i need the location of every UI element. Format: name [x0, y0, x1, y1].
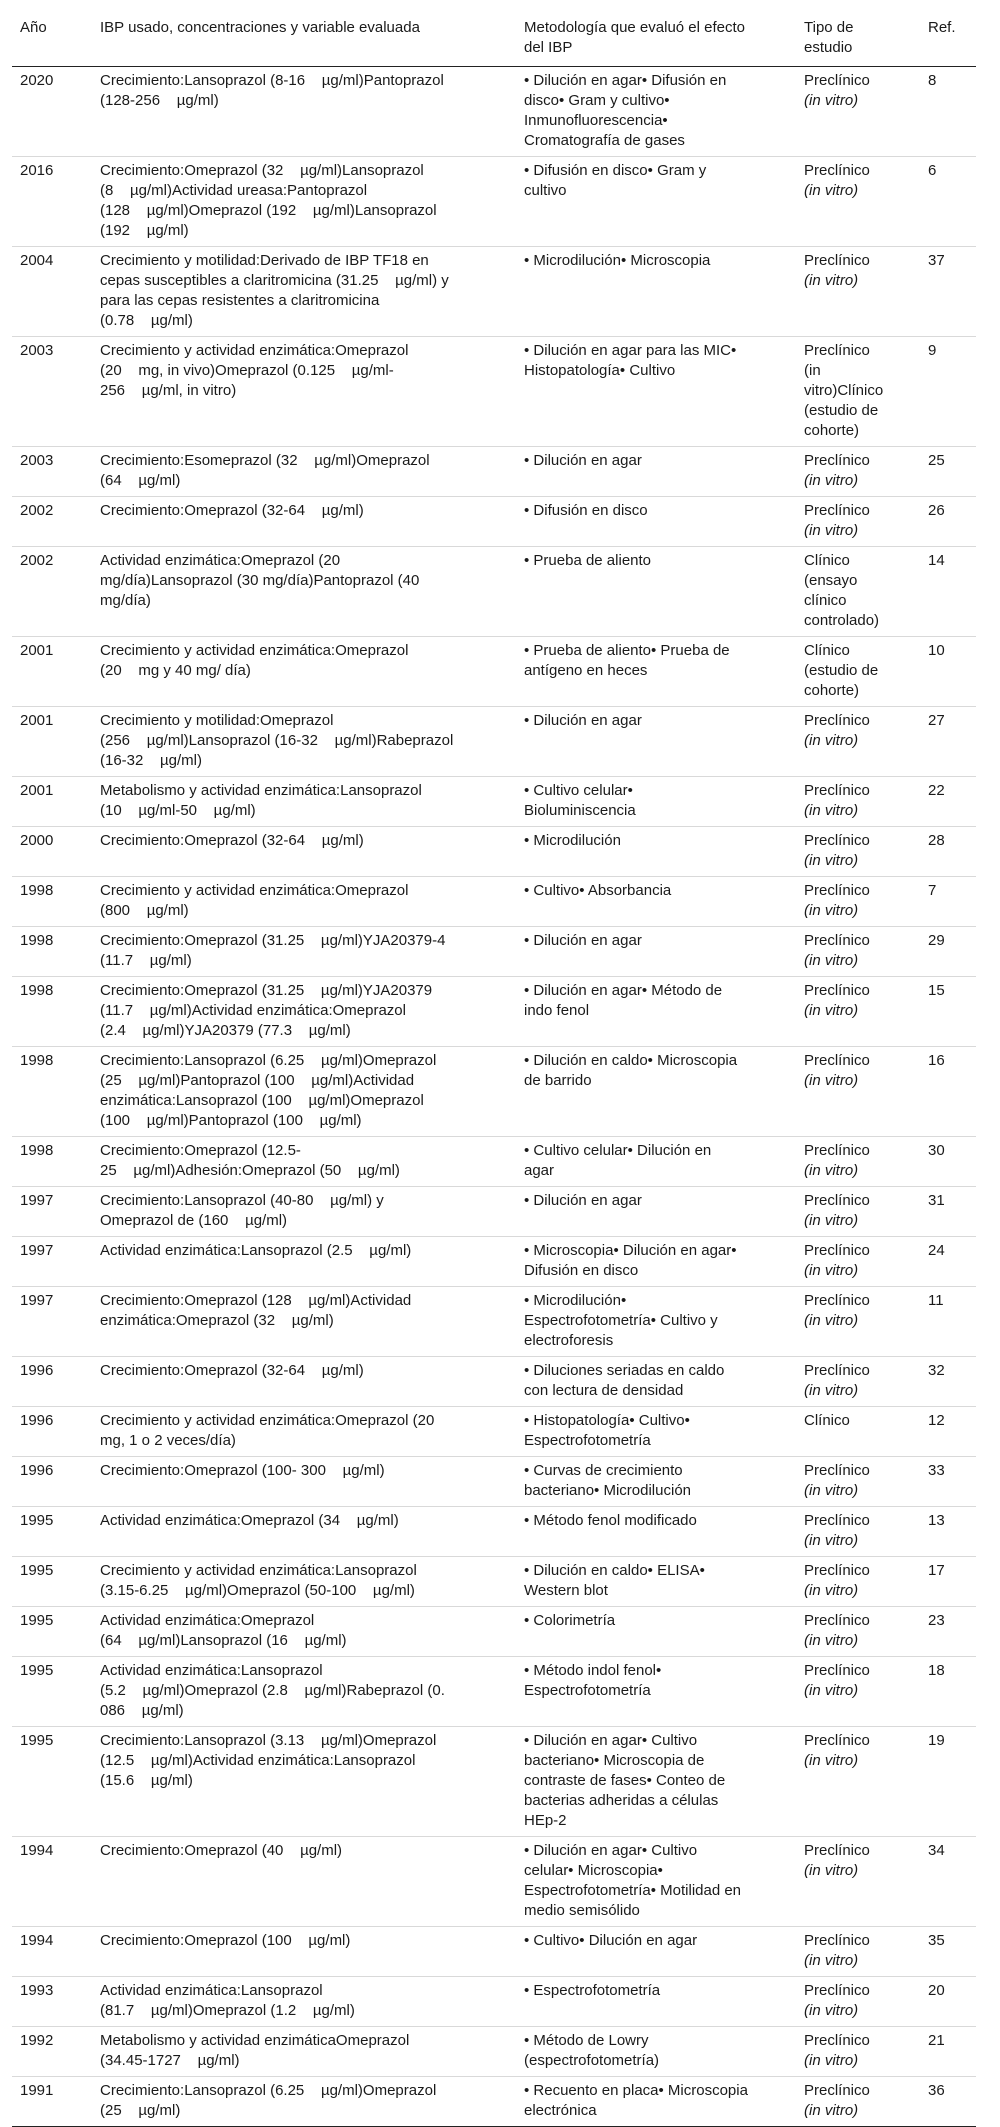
cell-methodology: • Dilución en agar• Cultivo bacteriano• Microscopia de contraste de fases• Conteo de bacterias adheridas a células HEp-2 — [524, 1732, 726, 1829]
cell-study-type — [796, 2027, 920, 2077]
cell-study-type — [796, 1607, 920, 1657]
cell-methodology: • Dilución en agar• Difusión en disco• Gram y cultivo• Inmunofluorescencia• Cromatografía de gases — [524, 72, 727, 149]
cell-year: 2000 — [20, 832, 54, 849]
cell-year: 1995 — [20, 1562, 54, 1579]
cell-year: 2020 — [20, 72, 54, 89]
cell-ibp: Crecimiento:Lansoprazol (6.25 µg/ml)Omeprazol (25 µg/ml) — [100, 2082, 437, 2119]
cell-ibp: Crecimiento:Omeprazol (128 µg/ml)Actividad enzimática:Omeprazol (32 µg/ml) — [100, 1292, 412, 1329]
cell-study-type — [796, 1457, 920, 1507]
table-row — [12, 637, 976, 707]
cell-ibp: Metabolismo y actividad enzimática:Lansoprazol (10 µg/ml-50 µg/ml) — [100, 782, 422, 819]
study-type-text: Preclínico — [804, 1662, 870, 1679]
cell-reference: 6 — [928, 162, 937, 179]
cell-methodology: • Método de Lowry (espectrofotometría) — [524, 2032, 660, 2069]
study-type-note: (in vitro) — [804, 732, 859, 749]
cell-ibp: Crecimiento y motilidad:Derivado de IBP TF18 en cepas susceptibles a claritromicina (31.25 µg/ml) y para las cepas resistentes a claritromicina (0.78 µg/ml) — [100, 252, 449, 329]
cell-study-type — [796, 777, 920, 827]
cell-reference: 8 — [928, 72, 937, 89]
document-page — [12, 0, 976, 2127]
table-row — [12, 1977, 976, 2027]
cell-year: 1996 — [20, 1362, 54, 1379]
cell-year: 2002 — [20, 502, 54, 519]
study-type-note: (in vitro) — [804, 272, 859, 289]
cell-study-type — [796, 1137, 920, 1187]
study-type-text: Preclínico — [804, 782, 870, 799]
cell-methodology: • Método fenol modificado — [524, 1512, 697, 1529]
cell-reference: 29 — [928, 932, 945, 949]
cell-study-type — [796, 1237, 920, 1287]
header-row — [12, 12, 976, 67]
cell-ibp: Crecimiento:Omeprazol (31.25 µg/ml)YJA20379 (11.7 µg/ml)Actividad enzimática:Omeprazol (2.4 µg/ml)YJA20379 (77.3 µg/ml) — [100, 982, 433, 1039]
cell-ibp: Crecimiento:Lansoprazol (3.13 µg/ml)Omeprazol (12.5 µg/ml)Actividad enzimática:Lansoprazol (15.6 µg/ml) — [100, 1732, 437, 1789]
study-type-note: (in vitro) — [804, 902, 859, 919]
cell-methodology: • Dilución en agar — [524, 452, 642, 469]
cell-reference: 17 — [928, 1562, 945, 1579]
cell-study-type — [796, 1657, 920, 1727]
cell-reference: 18 — [928, 1662, 945, 1679]
study-type-text: Preclínico — [804, 1842, 870, 1859]
cell-reference: 16 — [928, 1052, 945, 1069]
cell-methodology: • Dilución en agar — [524, 932, 642, 949]
cell-ibp: Crecimiento:Omeprazol (40 µg/ml) — [100, 1842, 343, 1859]
study-type-text: Preclínico — [804, 1612, 870, 1629]
cell-methodology: • Microdilución• Microscopia — [524, 252, 711, 269]
cell-ibp: Actividad enzimática:Omeprazol (64 µg/ml)Lansoprazol (16 µg/ml) — [100, 1612, 347, 1649]
cell-methodology: • Cultivo• Dilución en agar — [524, 1932, 698, 1949]
cell-study-type — [796, 1557, 920, 1607]
study-type-note: (in vitro) — [804, 1072, 859, 1089]
study-type-text: Preclínico — [804, 1142, 870, 1159]
cell-reference: 32 — [928, 1362, 945, 1379]
cell-study-type — [796, 637, 920, 707]
cell-reference: 13 — [928, 1512, 945, 1529]
cell-reference: 35 — [928, 1932, 945, 1949]
cell-reference: 31 — [928, 1192, 945, 1209]
table-row — [12, 1407, 976, 1457]
study-type-text: Preclínico — [804, 712, 870, 729]
cell-year: 1998 — [20, 1142, 54, 1159]
study-type-text: Clínico — [804, 1412, 850, 1429]
cell-study-type — [796, 247, 920, 337]
cell-year: 1997 — [20, 1192, 54, 1209]
table-row — [12, 2027, 976, 2077]
table-row — [12, 1727, 976, 1837]
cell-year: 1996 — [20, 1412, 54, 1429]
cell-year: 2016 — [20, 162, 54, 179]
cell-reference: 11 — [928, 1292, 944, 1309]
cell-year: 1997 — [20, 1242, 54, 1259]
table-row — [12, 337, 976, 447]
cell-study-type — [796, 547, 920, 637]
cell-study-type — [796, 827, 920, 877]
study-type-text: Preclínico — [804, 452, 870, 469]
table-row — [12, 977, 976, 1047]
cell-study-type — [796, 67, 920, 157]
study-type-note: (in vitro) — [804, 2102, 859, 2119]
study-type-note: (in vitro) — [804, 1952, 859, 1969]
cell-study-type — [796, 1977, 920, 2027]
cell-study-type — [796, 1357, 920, 1407]
cell-ibp: Crecimiento:Omeprazol (32 µg/ml)Lansoprazol (8 µg/ml)Actividad ureasa:Pantoprazol (128 µg/ml)Omeprazol (192 µg/ml)Lansoprazol (192 µg/ml) — [100, 162, 437, 239]
cell-year: 1998 — [20, 1052, 54, 1069]
study-type-note: (in vitro) — [804, 92, 859, 109]
cell-study-type — [796, 927, 920, 977]
cell-study-type — [796, 977, 920, 1047]
cell-methodology: • Recuento en placa• Microscopia electrónica — [524, 2082, 748, 2119]
cell-methodology: • Dilución en agar — [524, 712, 642, 729]
study-type-note: (in vitro) — [804, 2002, 859, 2019]
table-row — [12, 1287, 976, 1357]
study-type-text: Preclínico — [804, 1362, 870, 1379]
cell-ibp: Crecimiento y actividad enzimática:Omeprazol (20 mg, 1 o 2 veces/día) — [100, 1412, 435, 1449]
cell-ibp: Crecimiento:Lansoprazol (6.25 µg/ml)Omeprazol (25 µg/ml)Pantoprazol (100 µg/ml)Actividad enzimática:Lansoprazol (100 µg/ml)Omeprazol (100 µg/ml)Pantoprazol (100 µg/ml) — [100, 1052, 437, 1129]
table-row — [12, 877, 976, 927]
cell-methodology: • Microdilución• Espectrofotometría• Cultivo y electroforesis — [524, 1292, 718, 1349]
study-type-note: (in vitro) — [804, 1002, 859, 1019]
cell-reference: 26 — [928, 502, 945, 519]
study-type-note: (in vitro) — [804, 1162, 859, 1179]
study-type-text: Preclínico (in vitro)Clínico (estudio de cohorte) — [804, 342, 884, 439]
cell-methodology: • Dilución en agar• Cultivo celular• Microscopia• Espectrofotometría• Motilidad en medio semisólido — [524, 1842, 742, 1919]
study-type-text: Clínico (ensayo clínico controlado) — [804, 552, 880, 629]
study-type-text: Preclínico — [804, 162, 870, 179]
cell-methodology: • Difusión en disco• Gram y cultivo — [524, 162, 707, 199]
cell-study-type — [796, 1407, 920, 1457]
cell-ibp: Actividad enzimática:Omeprazol (20 mg/día)Lansoprazol (30 mg/día)Pantoprazol (40 mg/día) — [100, 552, 420, 609]
cell-reference: 10 — [928, 642, 945, 659]
study-type-text: Preclínico — [804, 1932, 870, 1949]
study-type-text: Clínico (estudio de cohorte) — [804, 642, 879, 699]
cell-year: 1995 — [20, 1732, 54, 1749]
study-type-note: (in vitro) — [804, 472, 859, 489]
cell-study-type — [796, 1507, 920, 1557]
study-type-note: (in vitro) — [804, 1262, 859, 1279]
study-type-note: (in vitro) — [804, 182, 859, 199]
study-type-note: (in vitro) — [804, 802, 859, 819]
cell-year: 1993 — [20, 1982, 54, 1999]
cell-ibp: Metabolismo y actividad enzimáticaOmeprazol (34.45-1727 µg/ml) — [100, 2032, 410, 2069]
cell-methodology: • Microdilución — [524, 832, 621, 849]
study-type-text: Preclínico — [804, 1512, 870, 1529]
table-row — [12, 777, 976, 827]
cell-reference: 15 — [928, 982, 945, 999]
cell-year: 1995 — [20, 1512, 54, 1529]
study-type-text: Preclínico — [804, 1242, 870, 1259]
table-row — [12, 1357, 976, 1407]
study-type-text: Preclínico — [804, 882, 870, 899]
study-type-text: Preclínico — [804, 1562, 870, 1579]
study-type-text: Preclínico — [804, 1732, 870, 1749]
cell-year: 2001 — [20, 642, 54, 659]
cell-study-type — [796, 337, 920, 447]
cell-ibp: Crecimiento:Omeprazol (32-64 µg/ml) — [100, 502, 364, 519]
cell-year: 1995 — [20, 1612, 54, 1629]
cell-methodology: • Colorimetría — [524, 1612, 616, 1629]
cell-methodology: • Cultivo• Absorbancia — [524, 882, 672, 899]
study-type-text: Preclínico — [804, 252, 870, 269]
table-row — [12, 157, 976, 247]
cell-methodology: • Prueba de aliento — [524, 552, 652, 569]
study-type-note: (in vitro) — [804, 2052, 859, 2069]
cell-year: 2002 — [20, 552, 54, 569]
cell-year: 2001 — [20, 712, 54, 729]
study-type-note: (in vitro) — [804, 1752, 859, 1769]
cell-reference: 20 — [928, 1982, 945, 1999]
table-row — [12, 927, 976, 977]
cell-reference: 34 — [928, 1842, 945, 1859]
cell-ibp: Crecimiento:Omeprazol (32-64 µg/ml) — [100, 832, 364, 849]
cell-study-type — [796, 497, 920, 547]
cell-reference: 37 — [928, 252, 945, 269]
cell-study-type — [796, 877, 920, 927]
cell-methodology: • Curvas de crecimiento bacteriano• Microdilución — [524, 1462, 691, 1499]
cell-study-type — [796, 1187, 920, 1237]
cell-reference: 19 — [928, 1732, 945, 1749]
cell-year: 1998 — [20, 982, 54, 999]
study-type-text: Preclínico — [804, 1192, 870, 1209]
header-reference: Ref. — [920, 12, 976, 67]
header-year: Año — [12, 12, 92, 67]
cell-ibp: Actividad enzimática:Lansoprazol (2.5 µg/ml) — [100, 1242, 412, 1259]
table-body — [12, 67, 976, 2127]
cell-year: 2003 — [20, 452, 54, 469]
cell-ibp: Crecimiento:Omeprazol (31.25 µg/ml)YJA20379-4 (11.7 µg/ml) — [100, 932, 446, 969]
header-study-type: Tipo de estudio — [796, 12, 920, 67]
cell-year: 1994 — [20, 1932, 54, 1949]
study-type-note: (in vitro) — [804, 1632, 859, 1649]
cell-ibp: Crecimiento y actividad enzimática:Omeprazol (20 mg y 40 mg/ día) — [100, 642, 409, 679]
table-row — [12, 1137, 976, 1187]
table-row — [12, 1237, 976, 1287]
table-row — [12, 1657, 976, 1727]
study-type-text: Preclínico — [804, 982, 870, 999]
cell-year: 1992 — [20, 2032, 54, 2049]
study-type-text: Preclínico — [804, 2032, 870, 2049]
cell-year: 1998 — [20, 932, 54, 949]
cell-methodology: • Histopatología• Cultivo• Espectrofotometría — [524, 1412, 690, 1449]
cell-study-type — [796, 1927, 920, 1977]
cell-ibp: Actividad enzimática:Lansoprazol (81.7 µg/ml)Omeprazol (1.2 µg/ml) — [100, 1982, 355, 2019]
table-row — [12, 2077, 976, 2127]
cell-ibp: Crecimiento:Omeprazol (100- 300 µg/ml) — [100, 1462, 385, 1479]
cell-methodology: • Diluciones seriadas en caldo con lectura de densidad — [524, 1362, 725, 1399]
studies-table — [12, 12, 976, 2127]
study-type-text: Preclínico — [804, 502, 870, 519]
cell-ibp: Crecimiento y actividad enzimática:Omeprazol (800 µg/ml) — [100, 882, 409, 919]
study-type-note: (in vitro) — [804, 852, 859, 869]
cell-ibp: Actividad enzimática:Omeprazol (34 µg/ml) — [100, 1512, 399, 1529]
table-row — [12, 827, 976, 877]
table-row — [12, 247, 976, 337]
cell-methodology: • Microscopia• Dilución en agar• Difusión en disco — [524, 1242, 737, 1279]
cell-study-type — [796, 1837, 920, 1927]
cell-methodology: • Prueba de aliento• Prueba de antígeno en heces — [524, 642, 730, 679]
cell-year: 2004 — [20, 252, 54, 269]
study-type-note: (in vitro) — [804, 1382, 859, 1399]
study-type-note: (in vitro) — [804, 522, 859, 539]
cell-ibp: Crecimiento:Omeprazol (100 µg/ml) — [100, 1932, 351, 1949]
cell-reference: 24 — [928, 1242, 945, 1259]
cell-study-type — [796, 2077, 920, 2127]
table-row — [12, 1927, 976, 1977]
cell-methodology: • Dilución en agar — [524, 1192, 642, 1209]
cell-reference: 14 — [928, 552, 945, 569]
cell-methodology: • Espectrofotometría — [524, 1982, 661, 1999]
table-row — [12, 67, 976, 157]
study-type-text: Preclínico — [804, 832, 870, 849]
cell-reference: 21 — [928, 2032, 945, 2049]
study-type-note: (in vitro) — [804, 1482, 859, 1499]
cell-study-type — [796, 1047, 920, 1137]
header-ibp: IBP usado, concentraciones y variable evaluada — [92, 12, 516, 67]
study-type-text: Preclínico — [804, 1462, 870, 1479]
cell-year: 2003 — [20, 342, 54, 359]
table-row — [12, 497, 976, 547]
cell-ibp: Actividad enzimática:Lansoprazol (5.2 µg/ml)Omeprazol (2.8 µg/ml)Rabeprazol (0. 086 µg/ml) — [100, 1662, 445, 1719]
study-type-note: (in vitro) — [804, 1582, 859, 1599]
study-type-note: (in vitro) — [804, 1682, 859, 1699]
cell-year: 1995 — [20, 1662, 54, 1679]
cell-reference: 9 — [928, 342, 937, 359]
cell-year: 1997 — [20, 1292, 54, 1309]
cell-study-type — [796, 707, 920, 777]
cell-reference: 25 — [928, 452, 945, 469]
cell-methodology: • Método indol fenol• Espectrofotometría — [524, 1662, 662, 1699]
study-type-text: Preclínico — [804, 1292, 870, 1309]
table-row — [12, 1557, 976, 1607]
cell-ibp: Crecimiento:Omeprazol (32-64 µg/ml) — [100, 1362, 364, 1379]
cell-reference: 7 — [928, 882, 937, 899]
cell-ibp: Crecimiento:Esomeprazol (32 µg/ml)Omeprazol (64 µg/ml) — [100, 452, 430, 489]
cell-methodology: • Dilución en caldo• Microscopia de barrido — [524, 1052, 738, 1089]
table-row — [12, 1457, 976, 1507]
study-type-note: (in vitro) — [804, 1312, 859, 1329]
cell-ibp: Crecimiento y actividad enzimática:Lansoprazol (3.15-6.25 µg/ml)Omeprazol (50-100 µg/ml) — [100, 1562, 417, 1599]
cell-reference: 22 — [928, 782, 945, 799]
cell-ibp: Crecimiento:Lansoprazol (40-80 µg/ml) y Omeprazol de (160 µg/ml) — [100, 1192, 384, 1229]
cell-reference: 27 — [928, 712, 945, 729]
table-row — [12, 1047, 976, 1137]
study-type-text: Preclínico — [804, 1052, 870, 1069]
study-type-note: (in vitro) — [804, 1532, 859, 1549]
cell-ibp: Crecimiento y actividad enzimática:Omeprazol (20 mg, in vivo)Omeprazol (0.125 µg/ml- 256 µg/ml, in vitro) — [100, 342, 409, 399]
study-type-text: Preclínico — [804, 1982, 870, 1999]
table-row — [12, 1837, 976, 1927]
table-row — [12, 1187, 976, 1237]
study-type-note: (in vitro) — [804, 1212, 859, 1229]
cell-methodology: • Difusión en disco — [524, 502, 648, 519]
table-row — [12, 707, 976, 777]
cell-ibp: Crecimiento y motilidad:Omeprazol (256 µg/ml)Lansoprazol (16-32 µg/ml)Rabeprazol (16-32 µg/ml) — [100, 712, 454, 769]
cell-reference: 23 — [928, 1612, 945, 1629]
study-type-text: Preclínico — [804, 2082, 870, 2099]
study-type-note: (in vitro) — [804, 952, 859, 969]
cell-study-type — [796, 1727, 920, 1837]
cell-year: 2001 — [20, 782, 54, 799]
cell-year: 1996 — [20, 1462, 54, 1479]
cell-reference: 30 — [928, 1142, 945, 1159]
table-row — [12, 447, 976, 497]
cell-year: 1998 — [20, 882, 54, 899]
study-type-text: Preclínico — [804, 932, 870, 949]
cell-year: 1991 — [20, 2082, 54, 2099]
cell-reference: 28 — [928, 832, 945, 849]
table-header — [12, 12, 976, 67]
cell-methodology: • Cultivo celular• Dilución en agar — [524, 1142, 712, 1179]
cell-ibp: Crecimiento:Omeprazol (12.5- 25 µg/ml)Adhesión:Omeprazol (50 µg/ml) — [100, 1142, 400, 1179]
cell-methodology: • Dilución en agar• Método de indo fenol — [524, 982, 723, 1019]
cell-ibp: Crecimiento:Lansoprazol (8-16 µg/ml)Pantoprazol (128-256 µg/ml) — [100, 72, 444, 109]
cell-year: 1994 — [20, 1842, 54, 1859]
cell-reference: 12 — [928, 1412, 945, 1429]
table-row — [12, 547, 976, 637]
cell-reference: 33 — [928, 1462, 945, 1479]
cell-methodology: • Dilución en caldo• ELISA• Western blot — [524, 1562, 705, 1599]
study-type-note: (in vitro) — [804, 1862, 859, 1879]
cell-reference: 36 — [928, 2082, 945, 2099]
cell-study-type — [796, 447, 920, 497]
cell-methodology: • Dilución en agar para las MIC• Histopatología• Cultivo — [524, 342, 737, 379]
table-row — [12, 1607, 976, 1657]
cell-study-type — [796, 1287, 920, 1357]
study-type-text: Preclínico — [804, 72, 870, 89]
table-row — [12, 1507, 976, 1557]
header-methodology: Metodología que evaluó el efecto del IBP — [516, 12, 796, 67]
cell-methodology: • Cultivo celular• Bioluminiscencia — [524, 782, 636, 819]
cell-study-type — [796, 157, 920, 247]
